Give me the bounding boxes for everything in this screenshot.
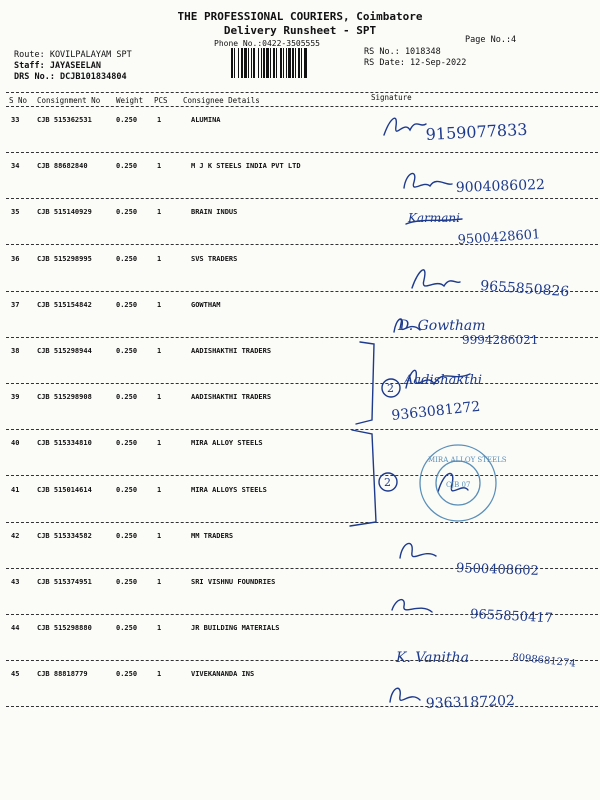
company-title: THE PROFESSIONAL COURIERS, Coimbatore (177, 10, 423, 23)
col-sno: S No (9, 96, 28, 105)
bracket-40-41 (350, 430, 376, 526)
row-weight: 0.250 (116, 439, 138, 448)
row-consignee: AADISHAKTHI TRADERS (191, 393, 272, 402)
row-pcs: 1 (157, 439, 162, 448)
row-pcs: 1 (157, 254, 162, 263)
signature-42 (400, 543, 436, 558)
handwritten-phone-39: 9363081272 (390, 398, 482, 424)
rs-number: RS No.: 1018348 (364, 47, 441, 57)
handwritten-phone-42: 9500408602 (455, 561, 540, 579)
col-weight: Weight (116, 96, 144, 105)
signature-36 (412, 270, 460, 288)
row-consignment-no: CJB 515362531 (37, 116, 92, 124)
row-consignment-no: CJB 88818779 (37, 670, 88, 679)
row-consignment-no: CJB 515140929 (37, 208, 92, 217)
row-pcs: 1 (157, 578, 162, 586)
stamp-inner-text: CJB 07 (446, 481, 471, 489)
handwritten-phone-44: 8098681274 (511, 652, 577, 670)
handwritten-phone-37: 9994286021 (462, 333, 539, 347)
row-consignment-no: CJB 515374951 (37, 578, 92, 586)
row-consignment-no: CJB 515154842 (37, 300, 92, 309)
signature-43 (392, 600, 432, 612)
row-consignee: SRI VISHNU FOUNDRIES (191, 578, 276, 586)
route-label: Route: KOVILPALAYAM SPT (14, 50, 132, 60)
row-weight: 0.250 (116, 300, 138, 309)
row-consignment-no: CJB 515014614 (37, 485, 92, 494)
signature-45 (390, 688, 420, 702)
row-pcs: 1 (157, 393, 162, 402)
staff-label: Staff: JAYASEELAN (14, 61, 101, 71)
row-consignee: MIRA ALLOY STEELS (191, 439, 263, 448)
row-consignee: M J K STEELS INDIA PVT LTD (191, 162, 301, 171)
row-weight: 0.250 (116, 254, 138, 263)
row-consignee: GOWTHAM (191, 300, 221, 309)
row-sno: 40 (11, 439, 20, 448)
phone-number: Phone No.:0422-3505555 (214, 39, 320, 48)
row-consignment-no: CJB 515298995 (37, 254, 92, 263)
col-consignee: Consignee Details (183, 96, 260, 105)
handwritten-phone-36: 9655850826 (479, 278, 570, 301)
col-pcs: PCS (154, 96, 168, 105)
row-weight: 0.250 (116, 531, 138, 540)
rs-date: RS Date: 12-Sep-2022 (364, 58, 467, 68)
row-weight: 0.250 (116, 578, 138, 586)
row-sno: 45 (11, 670, 20, 679)
row-consignee: BRAIN INDUS (191, 208, 238, 217)
row-weight: 0.250 (116, 162, 138, 171)
row-consignee: SVS TRADERS (191, 254, 238, 263)
handwritten-name-35: Karmani (408, 211, 460, 225)
row-consignee: AADISHAKTHI TRADERS (191, 347, 272, 355)
row-pcs: 1 (157, 162, 162, 171)
row-consignment-no: CJB 515334810 (37, 439, 92, 448)
handwritten-phone-35: 9500428601 (457, 227, 541, 248)
handwritten-name-44: K. Vanitha (396, 650, 470, 666)
row-sno: 35 (11, 208, 20, 217)
row-consignee: MM TRADERS (191, 531, 234, 540)
row-consignment-no: CJB 88682840 (37, 162, 88, 171)
row-sno: 44 (11, 624, 20, 633)
drs-number: DRS No.: DCJB101834804 (14, 72, 127, 82)
bracket-38-39 (356, 342, 374, 424)
row-consignee: ALUMINA (191, 116, 221, 124)
row-pcs: 1 (157, 670, 162, 679)
row-pcs: 1 (157, 624, 162, 633)
row-consignment-no: CJB 515298944 (37, 347, 92, 355)
row-pcs: 1 (157, 300, 162, 309)
row-sno: 43 (11, 578, 20, 586)
row-consignment-no: CJB 515334582 (37, 531, 92, 540)
handwritten-name-38: Aadishakthi (404, 373, 483, 388)
row-consignee: VIVEKANANDA INS (191, 670, 255, 679)
row-pcs: 1 (157, 116, 162, 124)
row-weight: 0.250 (116, 116, 138, 124)
row-pcs: 1 (157, 485, 162, 494)
signature-33 (384, 118, 426, 135)
handwritten-name-37: D. Gowtham (398, 318, 486, 334)
row-pcs: 1 (157, 208, 162, 217)
row-weight: 0.250 (116, 208, 138, 217)
row-consignment-no: CJB 515298880 (37, 624, 92, 633)
circle-mark-38-text: 2 (387, 382, 394, 395)
handwritten-phone-33: 9159077833 (425, 119, 528, 144)
stamp-outer-text: MIRA ALLOY STEELS (428, 456, 507, 464)
row-consignment-no: CJB 515298908 (37, 393, 92, 402)
row-consignee: JR BUILDING MATERIALS (191, 624, 280, 633)
handwritten-phone-43: 9655850417 (469, 607, 554, 627)
row-weight: 0.250 (116, 393, 138, 402)
row-sno: 39 (11, 393, 20, 402)
row-sno: 41 (11, 485, 20, 494)
col-consignment: Consignment No (37, 96, 101, 105)
row-weight: 0.250 (116, 485, 138, 494)
row-consignee: MIRA ALLOYS STEELS (191, 485, 267, 494)
row-weight: 0.250 (116, 347, 138, 355)
row-sno: 36 (11, 254, 20, 263)
row-sno: 33 (11, 116, 20, 124)
handwritten-phone-45: 9363187202 (425, 692, 516, 712)
row-sno: 34 (11, 162, 20, 171)
row-sno: 42 (11, 531, 20, 540)
row-sno: 37 (11, 300, 20, 309)
col-signature: Signature (371, 93, 412, 102)
row-pcs: 1 (157, 347, 162, 355)
circle-mark-41-text: 2 (384, 476, 391, 489)
row-weight: 0.250 (116, 670, 138, 679)
runsheet-subtitle: Delivery Runsheet - SPT (223, 24, 377, 37)
row-pcs: 1 (157, 531, 162, 540)
page-number: Page No.:4 (465, 35, 517, 45)
handwritten-phone-34: 9004086022 (455, 176, 546, 196)
signature-34 (404, 173, 452, 188)
row-weight: 0.250 (116, 624, 138, 633)
row-sno: 38 (11, 347, 20, 355)
